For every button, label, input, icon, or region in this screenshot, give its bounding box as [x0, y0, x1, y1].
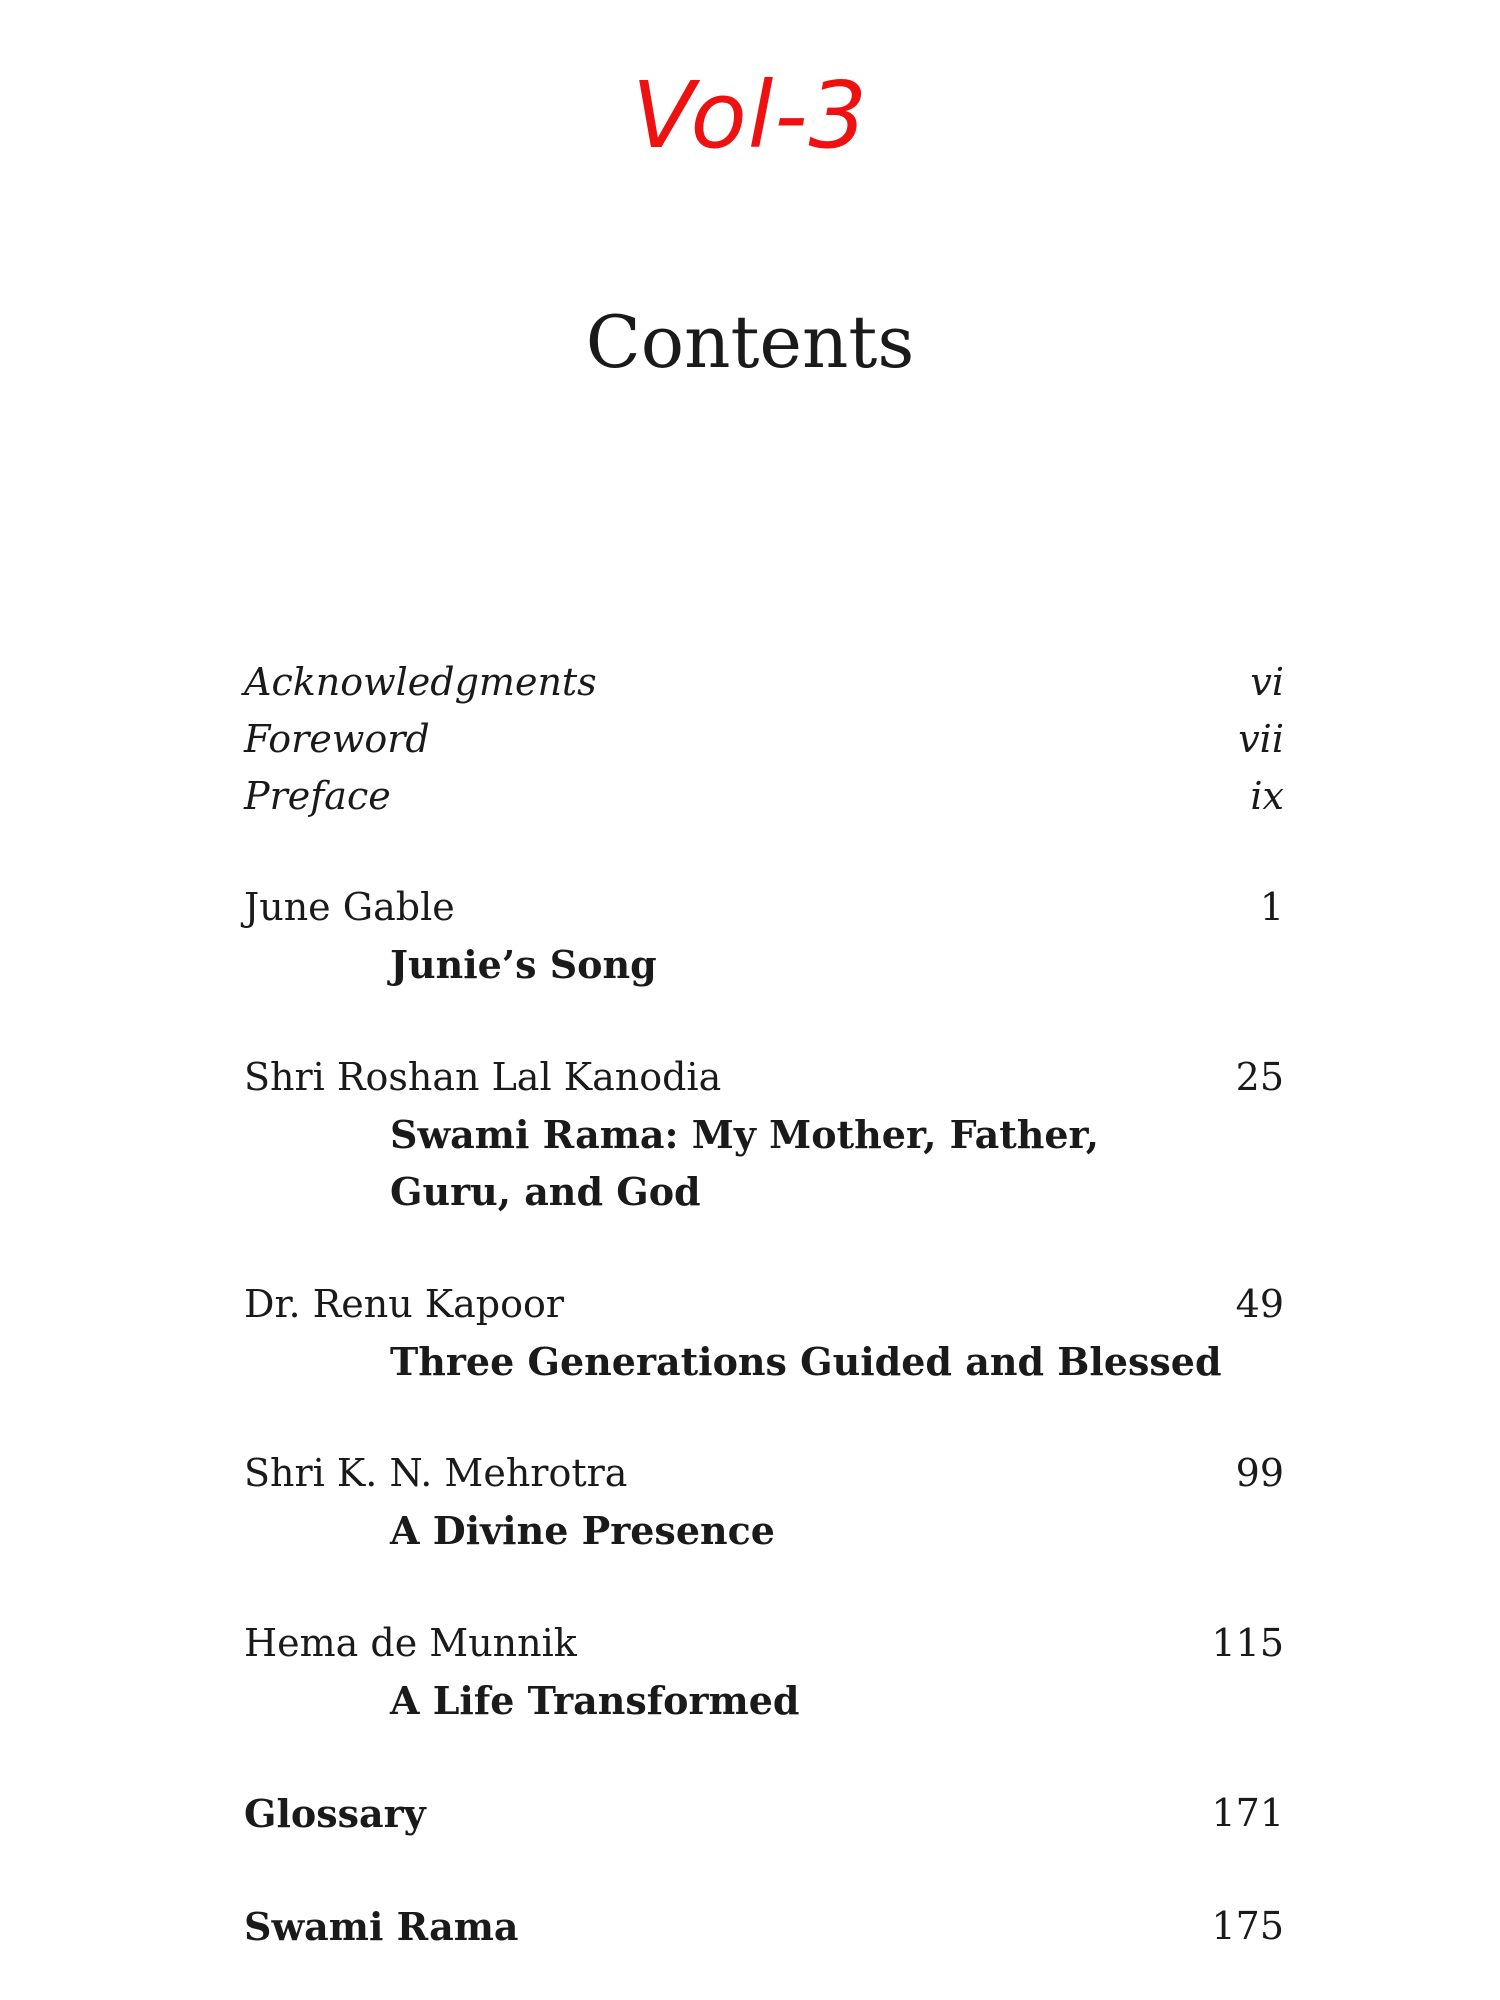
toc-entry-june-gable[interactable]	[244, 885, 1284, 935]
toc-page-number: ix	[1250, 774, 1284, 818]
toc-chapter-title: Swami Rama: My Mother, Father,	[390, 1112, 1100, 1157]
toc-page-number: 115	[1211, 1621, 1284, 1665]
toc-page-number: 171	[1211, 1791, 1284, 1835]
toc-page-number: 1	[1259, 885, 1284, 929]
toc-page-number: 175	[1211, 1904, 1284, 1948]
toc-entry-foreword[interactable]	[244, 717, 1284, 767]
toc-page-number: 25	[1235, 1055, 1284, 1099]
toc-chapter-title: Three Generations Guided and Blessed	[390, 1339, 1222, 1384]
toc-page-number: 49	[1235, 1282, 1284, 1326]
toc-entry-swami-rama[interactable]	[244, 1904, 1284, 1954]
toc-chapter-title-continued: Guru, and God	[390, 1169, 701, 1214]
toc-entry-label: Foreword	[244, 717, 430, 761]
toc-author: Hema de Munnik	[244, 1621, 577, 1665]
toc-entry-label: Swami Rama	[244, 1904, 519, 1949]
toc-entry-label: Preface	[244, 774, 391, 818]
toc-page-number: 99	[1235, 1451, 1284, 1495]
toc-entry-roshan-lal-kanodia[interactable]	[244, 1055, 1284, 1105]
toc-entry-glossary[interactable]	[244, 1791, 1284, 1841]
toc-chapter-title: A Life Transformed	[390, 1678, 800, 1723]
toc-author: Dr. Renu Kapoor	[244, 1282, 565, 1326]
toc-page-number: vii	[1238, 717, 1284, 761]
toc-entry-renu-kapoor[interactable]	[244, 1282, 1284, 1332]
toc-chapter-title: A Divine Presence	[390, 1508, 775, 1553]
toc-chapter-title: Junie’s Song	[390, 942, 657, 987]
toc-entry-label: Glossary	[244, 1791, 426, 1836]
page-title: Contents	[585, 300, 915, 384]
toc-page-number: vi	[1250, 660, 1284, 704]
toc-entry-preface[interactable]	[244, 774, 1284, 824]
volume-label: Vol-3	[631, 62, 869, 169]
toc-entry-acknowledgments[interactable]	[244, 660, 1284, 710]
toc-author: Shri Roshan Lal Kanodia	[244, 1055, 722, 1099]
toc-entry-label: Acknowledgments	[244, 660, 597, 704]
toc-author: June Gable	[244, 885, 455, 929]
toc-entry-hema-de-munnik[interactable]	[244, 1621, 1284, 1671]
toc-entry-kn-mehrotra[interactable]	[244, 1451, 1284, 1501]
toc-author: Shri K. N. Mehrotra	[244, 1451, 628, 1495]
